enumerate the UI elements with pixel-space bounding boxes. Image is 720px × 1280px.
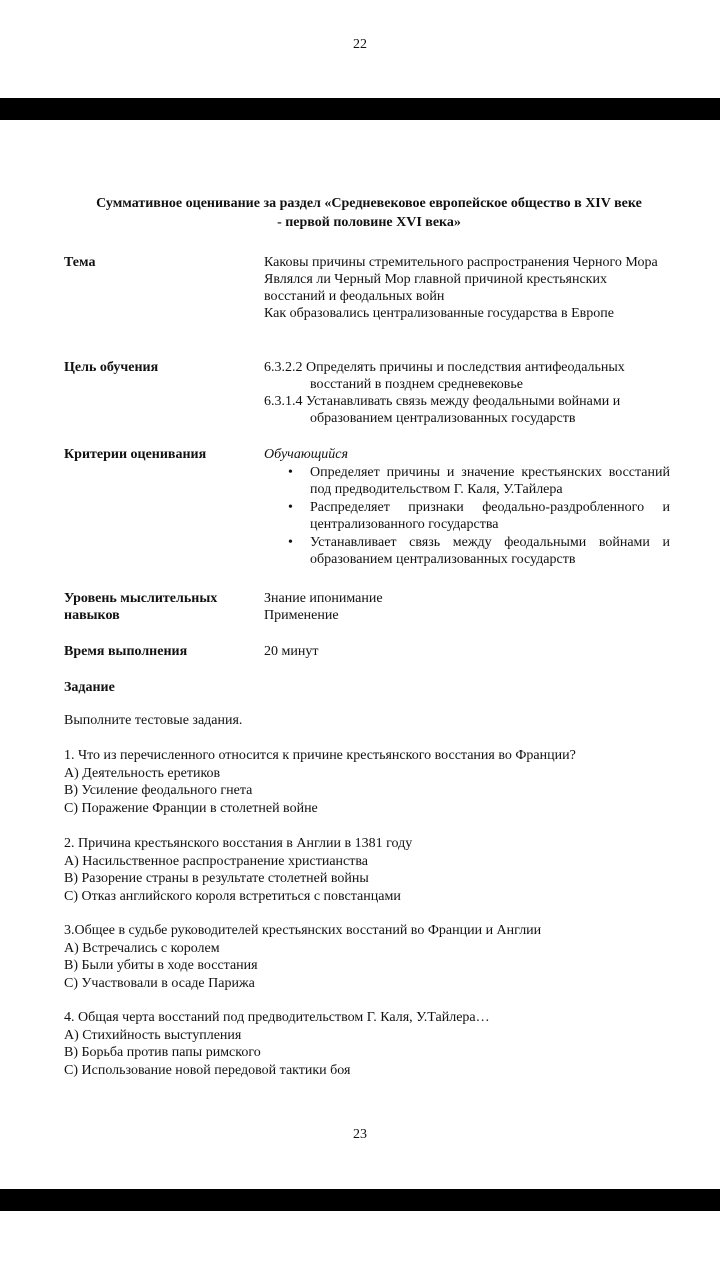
question-2	[64, 835, 684, 905]
criteria-item: • Определяет причины и значение крестьянских восстаний под предводительством Г. Каля, У.Тайлера	[310, 464, 670, 498]
goal-content	[264, 359, 670, 427]
skills-line: Применение	[264, 608, 339, 623]
answer-option: A) Встречались с королем	[64, 940, 220, 956]
answer-option: C) Поражение Франции в столетней войне	[64, 800, 318, 816]
page-number-top: 22	[353, 37, 367, 52]
task-instruction: Выполните тестовые задания.	[64, 713, 243, 728]
question-1	[64, 747, 684, 817]
answer-option: B) Усиление феодального гнета	[64, 783, 253, 798]
answer-option: B) Были убиты в ходе восстания	[64, 958, 258, 973]
time-label: Время выполнения	[64, 644, 188, 659]
question-text: 1. Что из перечисленного относится к причине крестьянского восстания во Франции?	[64, 748, 576, 763]
page-separator-bar	[0, 98, 720, 120]
title-line-2: - первой половине XVI века»	[277, 215, 461, 230]
answer-option: B) Разорение страны в результате столетней войны	[64, 871, 369, 886]
criteria-label: Критерии оценивания	[64, 447, 207, 462]
document-title	[64, 194, 674, 232]
task-heading: Задание	[64, 680, 115, 695]
page-number-bottom: 23	[353, 1127, 367, 1142]
answer-option: A) Деятельность еретиков	[64, 765, 221, 781]
topic-label: Тема	[64, 255, 96, 270]
topic-line: Каковы причины стремительного распространения Черного Мора	[264, 255, 658, 270]
question-text: 3.Общее в судьбе руководителей крестьянских восстаний во Франции и Англии	[64, 923, 542, 938]
time-value: 20 минут	[264, 644, 319, 659]
question-text: 4. Общая черта восстаний под предводительством Г. Каля, У.Тайлера…	[64, 1010, 490, 1025]
answer-option: C) Отказ английского короля встретиться с повстанцами	[64, 888, 401, 904]
criteria-content	[264, 446, 670, 569]
question-4	[64, 1009, 684, 1079]
question-3	[64, 922, 684, 992]
answer-option: C) Использование новой передовой тактики боя	[64, 1062, 351, 1078]
title-line-1: Суммативное оценивание за раздел «Средневековое европейское общество в XIV веке	[96, 196, 642, 211]
criteria-item: • Устанавливает связь между феодальными войнами и образованием централизованных государств	[310, 534, 670, 568]
answer-option: B) Борьба против папы римского	[64, 1045, 261, 1060]
criteria-list	[264, 464, 670, 568]
answer-option: A) Стихийность выступления	[64, 1027, 242, 1043]
answer-option: C) Участвовали в осаде Парижа	[64, 975, 255, 991]
topic-line: Как образовались централизованные государства в Европе	[264, 306, 614, 321]
goal-item: 6.3.2.2 Определять причины и последствия антифеодальных восстаний в позднем средневековье	[264, 360, 625, 392]
page-separator-bar	[0, 1189, 720, 1211]
answer-option: A) Насильственное распространение христианства	[64, 853, 369, 869]
skills-line: Знание ипонимание	[264, 591, 383, 606]
goal-label: Цель обучения	[64, 360, 159, 375]
skills-content	[264, 590, 670, 624]
question-text: 2. Причина крестьянского восстания в Англии в 1381 году	[64, 836, 413, 851]
skills-label: Уровень мыслительных навыков	[64, 591, 218, 623]
criteria-intro: Обучающийся	[264, 447, 349, 462]
topic-content	[264, 254, 670, 322]
goal-item: 6.3.1.4 Устанавливать связь между феодальными войнами и образованием централизованных государств	[264, 394, 621, 426]
topic-line: Являлся ли Черный Мор главной причиной крестьянских восстаний и феодальных войн	[264, 272, 607, 304]
criteria-item: • Распределяет признаки феодально-раздробленного и централизованного государства	[310, 499, 670, 533]
